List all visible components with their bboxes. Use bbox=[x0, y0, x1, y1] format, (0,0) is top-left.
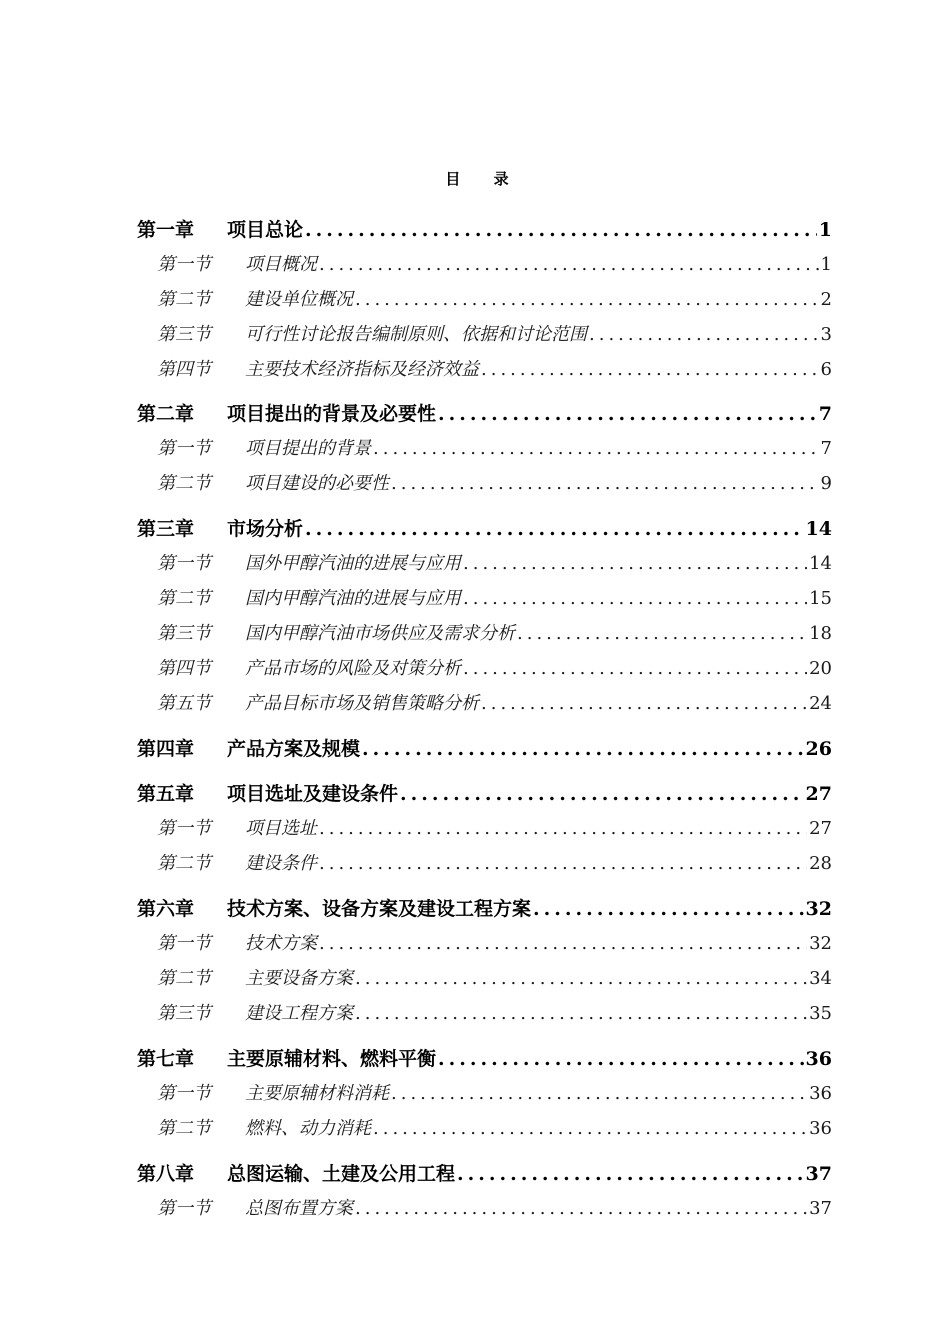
toc-section-title: 项目选址 bbox=[245, 818, 317, 839]
toc-section-title: 技术方案 bbox=[245, 933, 317, 954]
toc-section-title: 总图布置方案 bbox=[245, 1198, 353, 1219]
toc-dot-leader bbox=[438, 397, 817, 431]
toc-section-2-2[interactable] bbox=[157, 467, 832, 501]
toc-page-number: 9 bbox=[820, 473, 832, 494]
toc-section-3-3[interactable] bbox=[157, 617, 832, 651]
toc-page-number: 24 bbox=[809, 693, 832, 714]
toc-section-number: 第三节 bbox=[157, 324, 211, 345]
toc-dot-leader bbox=[391, 467, 819, 501]
toc-chapter-title: 项目选址及建设条件 bbox=[227, 783, 399, 805]
toc-section-number: 第二节 bbox=[157, 289, 211, 310]
toc-page-number: 36 bbox=[809, 1118, 832, 1139]
toc-section-number: 第一节 bbox=[157, 438, 211, 459]
toc-section-5-2[interactable] bbox=[157, 847, 832, 881]
toc-chapter-1[interactable] bbox=[137, 213, 832, 247]
toc-section-2-1[interactable] bbox=[157, 432, 832, 466]
toc-section-title: 国外甲醇汽油的进展与应用 bbox=[245, 553, 461, 574]
toc-section-title: 可行性讨论报告编制原则、依据和讨论范围 bbox=[245, 324, 587, 345]
toc-page-number: 34 bbox=[809, 968, 832, 989]
toc-section-6-2[interactable] bbox=[157, 962, 832, 996]
toc-dot-leader bbox=[533, 892, 804, 926]
toc-chapter-title: 项目总论 bbox=[227, 219, 304, 241]
toc-section-7-1[interactable] bbox=[157, 1077, 832, 1111]
toc-page-number: 35 bbox=[809, 1003, 832, 1024]
toc-dot-leader bbox=[319, 248, 819, 282]
toc-section-3-5[interactable] bbox=[157, 687, 832, 721]
toc-chapter-4[interactable] bbox=[137, 732, 832, 766]
toc-section-number: 第一节 bbox=[157, 818, 211, 839]
toc-section-8-1[interactable] bbox=[157, 1192, 832, 1226]
toc-section-number: 第四节 bbox=[157, 658, 211, 679]
toc-section-6-3[interactable] bbox=[157, 997, 832, 1031]
toc-section-6-1[interactable] bbox=[157, 927, 832, 961]
toc-section-number: 第二节 bbox=[157, 473, 211, 494]
toc-section-title: 项目提出的背景 bbox=[245, 438, 371, 459]
toc-page-number: 36 bbox=[805, 1048, 832, 1070]
toc-dot-leader bbox=[319, 847, 807, 881]
toc-page-number: 14 bbox=[809, 553, 832, 574]
toc-dot-leader bbox=[481, 687, 807, 721]
toc-section-number: 第一节 bbox=[157, 254, 211, 275]
toc-section-1-2[interactable] bbox=[157, 283, 832, 317]
toc-chapter-title: 主要原辅材料、燃料平衡 bbox=[227, 1048, 437, 1070]
toc-dot-leader bbox=[355, 997, 807, 1031]
toc-page-number: 20 bbox=[809, 658, 832, 679]
toc-section-number: 第一节 bbox=[157, 933, 211, 954]
toc-section-title: 产品市场的风险及对策分析 bbox=[245, 658, 461, 679]
toc-page-number: 32 bbox=[805, 898, 832, 920]
toc-section-1-4[interactable] bbox=[157, 353, 832, 387]
toc-dot-leader bbox=[355, 283, 819, 317]
toc-section-title: 项目概况 bbox=[245, 254, 317, 275]
toc-page-number: 14 bbox=[805, 518, 832, 540]
toc-section-3-1[interactable] bbox=[157, 547, 832, 581]
toc-chapter-7[interactable] bbox=[137, 1042, 832, 1076]
toc-section-title: 主要原辅材料消耗 bbox=[245, 1083, 389, 1104]
toc-page-number: 37 bbox=[805, 1163, 832, 1185]
toc-chapter-number: 第一章 bbox=[137, 219, 195, 241]
toc-page-number: 6 bbox=[820, 359, 832, 380]
toc-section-number: 第二节 bbox=[157, 1118, 211, 1139]
toc-page-number: 28 bbox=[809, 853, 832, 874]
toc-page-number: 32 bbox=[809, 933, 832, 954]
toc-section-number: 第一节 bbox=[157, 1083, 211, 1104]
toc-chapter-8[interactable] bbox=[137, 1157, 832, 1191]
toc-page-number: 7 bbox=[818, 403, 832, 425]
toc-dot-leader bbox=[362, 732, 804, 766]
toc-chapter-number: 第七章 bbox=[137, 1048, 195, 1070]
toc-section-title: 产品目标市场及销售策略分析 bbox=[245, 693, 479, 714]
toc-dot-leader bbox=[319, 927, 807, 961]
toc-dot-leader bbox=[355, 962, 807, 996]
toc-chapter-number: 第六章 bbox=[137, 898, 195, 920]
toc-chapter-5[interactable] bbox=[137, 777, 832, 811]
toc-page-number: 7 bbox=[820, 438, 832, 459]
toc-page-number: 2 bbox=[820, 289, 832, 310]
toc-section-title: 建设条件 bbox=[245, 853, 317, 874]
toc-section-title: 建设工程方案 bbox=[245, 1003, 353, 1024]
toc-chapter-3[interactable] bbox=[137, 512, 832, 546]
toc-page-number: 36 bbox=[809, 1083, 832, 1104]
toc-section-number: 第一节 bbox=[157, 553, 211, 574]
toc-chapter-6[interactable] bbox=[137, 892, 832, 926]
toc-section-title: 国内甲醇汽油市场供应及需求分析 bbox=[245, 623, 515, 644]
toc-dot-leader bbox=[457, 1157, 804, 1191]
toc-dot-leader bbox=[373, 1112, 807, 1146]
toc-chapter-number: 第五章 bbox=[137, 783, 195, 805]
toc-section-number: 第三节 bbox=[157, 1003, 211, 1024]
toc-section-number: 第五节 bbox=[157, 693, 211, 714]
toc-section-title: 主要设备方案 bbox=[245, 968, 353, 989]
toc-section-number: 第二节 bbox=[157, 853, 211, 874]
toc-section-3-2[interactable] bbox=[157, 582, 832, 616]
toc-dot-leader bbox=[373, 432, 819, 466]
toc-dot-leader bbox=[463, 582, 807, 616]
toc-page-number: 15 bbox=[809, 588, 832, 609]
toc-chapter-title: 项目提出的背景及必要性 bbox=[227, 403, 437, 425]
toc-page-number: 27 bbox=[809, 818, 832, 839]
toc-section-number: 第二节 bbox=[157, 588, 211, 609]
toc-chapter-title: 产品方案及规模 bbox=[227, 738, 361, 760]
toc-section-number: 第四节 bbox=[157, 359, 211, 380]
toc-chapter-number: 第三章 bbox=[137, 518, 195, 540]
toc-dot-leader bbox=[463, 547, 807, 581]
toc-page-number: 27 bbox=[805, 783, 832, 805]
toc-section-1-3[interactable] bbox=[157, 318, 832, 352]
page-title: 目 录 bbox=[445, 170, 523, 188]
toc-dot-leader bbox=[355, 1192, 807, 1226]
toc-dot-leader bbox=[400, 777, 804, 811]
toc-section-5-1[interactable] bbox=[157, 812, 832, 846]
toc-chapter-2[interactable] bbox=[137, 397, 832, 431]
toc-section-number: 第三节 bbox=[157, 623, 211, 644]
toc-dot-leader bbox=[517, 617, 807, 651]
toc-dot-leader bbox=[391, 1077, 807, 1111]
toc-dot-leader bbox=[319, 812, 807, 846]
toc-dot-leader bbox=[305, 512, 804, 546]
toc-chapter-number: 第四章 bbox=[137, 738, 195, 760]
toc-chapter-number: 第二章 bbox=[137, 403, 195, 425]
toc-section-title: 项目建设的必要性 bbox=[245, 473, 389, 494]
toc-section-number: 第一节 bbox=[157, 1198, 211, 1219]
toc-section-title: 燃料、动力消耗 bbox=[245, 1118, 371, 1139]
toc-section-7-2[interactable] bbox=[157, 1112, 832, 1146]
toc-page-number: 18 bbox=[809, 623, 832, 644]
toc-page-number: 3 bbox=[820, 324, 832, 345]
toc-dot-leader bbox=[305, 213, 817, 247]
toc-page-number: 1 bbox=[820, 254, 832, 275]
toc-page-number: 37 bbox=[809, 1198, 832, 1219]
toc-page-number: 1 bbox=[818, 219, 832, 241]
toc-dot-leader bbox=[438, 1042, 804, 1076]
toc-dot-leader bbox=[589, 318, 819, 352]
toc-section-1-1[interactable] bbox=[157, 248, 832, 282]
toc-dot-leader bbox=[481, 353, 819, 387]
toc-chapter-title: 技术方案、设备方案及建设工程方案 bbox=[227, 898, 532, 920]
toc-section-title: 主要技术经济指标及经济效益 bbox=[245, 359, 479, 380]
toc-section-title: 国内甲醇汽油的进展与应用 bbox=[245, 588, 461, 609]
toc-page-number: 26 bbox=[805, 738, 832, 760]
toc-section-title: 建设单位概况 bbox=[245, 289, 353, 310]
toc-chapter-title: 总图运输、土建及公用工程 bbox=[227, 1163, 456, 1185]
toc-section-3-4[interactable] bbox=[157, 652, 832, 686]
toc-chapter-number: 第八章 bbox=[137, 1163, 195, 1185]
toc-chapter-title: 市场分析 bbox=[227, 518, 304, 540]
toc-section-number: 第二节 bbox=[157, 968, 211, 989]
toc-dot-leader bbox=[463, 652, 807, 686]
